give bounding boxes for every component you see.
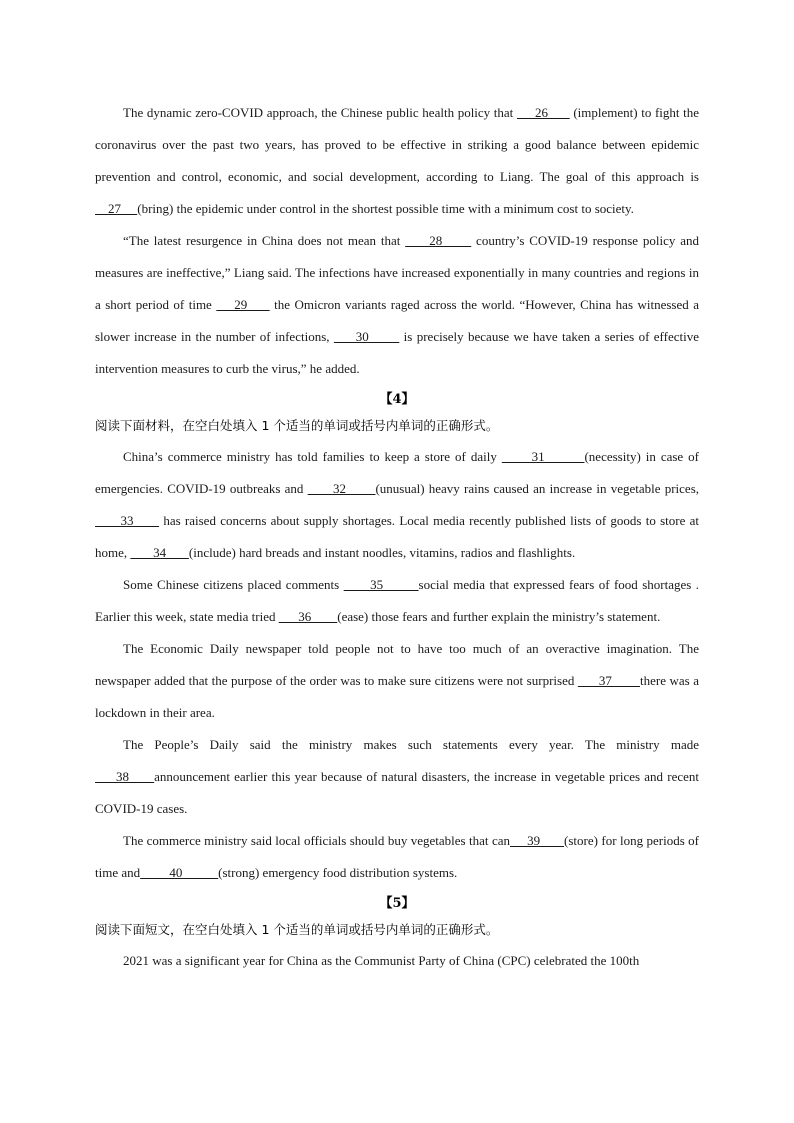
passage-text: (necessity) in case of emergencies. COVID-19 outbreaks and [95,449,700,496]
blank-35: 35 [343,577,419,592]
passage-text: there was a lockdown in their area. [95,673,700,720]
blank-36: 36 [278,609,338,624]
passage-paragraph [95,825,699,889]
passage-paragraph [95,729,699,825]
passage-paragraph [95,97,699,225]
passage-text: (bring) the epidemic under control in the shortest possible time with a minimum cost to society. [137,201,634,216]
passage-text: (include) hard breads and instant noodles, vitamins, radios and flashlights. [188,545,576,560]
passage-text: (implement) to fight the coronavirus over the past two years, has proved to be effective in striking a good balance between epidemic prevention and control, economic, and social development, according to Liang. The goal of this approach is [95,105,699,184]
passage-text: announcement earlier this year because of natural disasters, the increase in vegetable prices and recent COVID-19 cases. [95,769,699,816]
passage-text: (unusual) heavy rains caused an increase in vegetable prices, [375,481,700,496]
blank-28: 28 [405,233,472,248]
section-heading-5: 【5】 [379,896,415,911]
passage-text: (ease) those fears and further explain the ministry’s statement. [337,609,661,624]
passage-text: 2021 was a significant year for China as the Communist Party of China (CPC) celebrated the 100th [123,953,640,968]
passage-text: the Omicron variants raged across the world. “However, China has witnessed a slower increase in the number of infections, [95,297,699,344]
passage-text: Some Chinese citizens placed comments [123,577,344,592]
passage-text: “The latest resurgence in China does not mean that [123,233,406,248]
blank-30: 30 [333,329,400,344]
blank-33: 33 [95,513,160,528]
blank-29: 29 [216,297,270,312]
passage-text: country’s COVID-19 response policy and measures are ineffective,” Liang said. The infections have increased exponentially in many countries and regions in a short period of time [95,233,699,312]
passage-text: has raised concerns about supply shortages. Local media recently published lists of goods to store at home, [95,513,699,560]
blank-34: 34 [130,545,189,560]
passage-text: (strong) emergency food distribution systems. [218,865,458,880]
passage-paragraph [95,633,699,729]
passage-text: The Economic Daily newspaper told people not to have too much of an overactive imagination. The newspaper added that the purpose of the order was to make sure citizens were not surprised [95,641,699,688]
section-instruction: 阅读下面短文，在空白处填入 1 个适当的单词或括号内单词的正确形式。 [95,922,499,937]
blank-27: 27 [95,201,138,216]
passage-text: is precisely because we have taken a series of effective intervention measures to curb the virus,” he added. [95,329,700,376]
section-heading-4: 【4】 [379,392,415,407]
blank-39: 39 [510,833,565,848]
passage-text: The People’s Daily said the ministry makes such statements every year. The ministry made [123,737,699,752]
passage-paragraph [95,569,699,633]
blank-38: 38 [95,769,155,784]
blank-40: 40 [140,865,219,880]
passage-text: social media that expressed fears of food shortages . Earlier this week, state media tried [95,577,699,624]
blank-26: 26 [516,105,570,120]
passage-text: China’s commerce ministry has told families to keep a store of daily [123,449,502,464]
passage-text: The dynamic zero-COVID approach, the Chinese public health policy that [123,105,517,120]
passage-text: The commerce ministry said local officials should buy vegetables that can [123,833,510,848]
blank-31: 31 [501,449,585,464]
passage-paragraph [95,441,699,569]
passage-text: (store) for long periods of time and [95,833,700,880]
passage-paragraph [95,225,699,385]
passage-paragraph [95,945,699,977]
document-content [95,97,699,977]
blank-32: 32 [307,481,376,496]
blank-37: 37 [577,673,641,688]
section-instruction: 阅读下面材料，在空白处填入 1 个适当的单词或括号内单词的正确形式。 [95,418,499,433]
